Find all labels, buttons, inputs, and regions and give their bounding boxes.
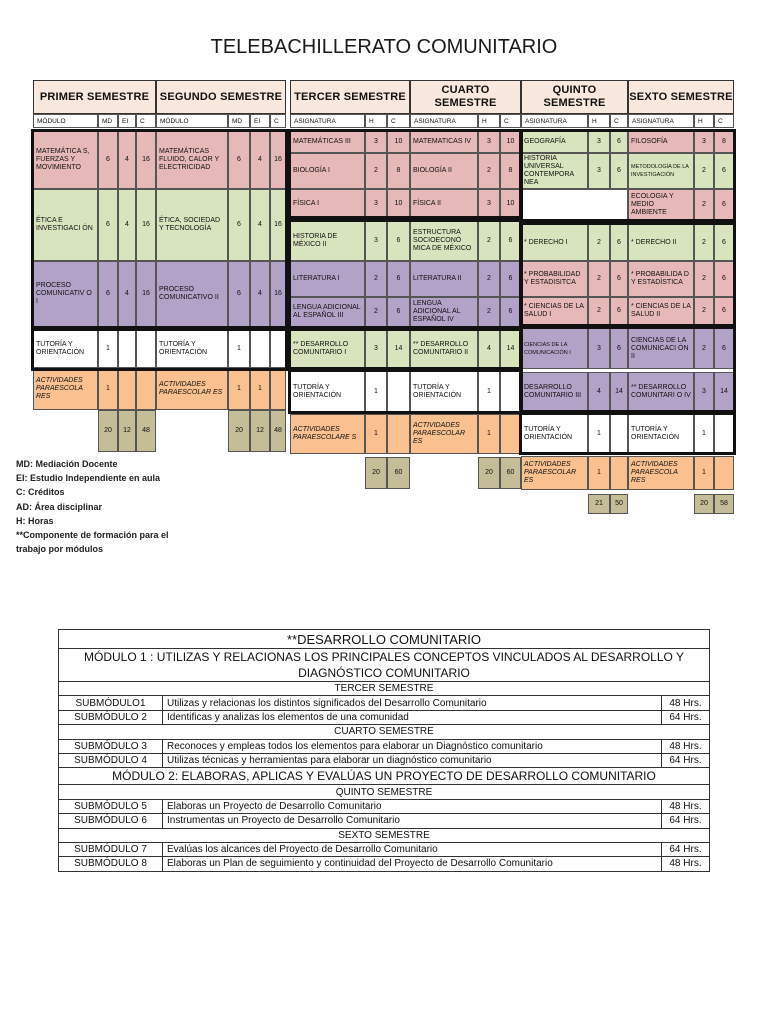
credits-cell: 14 — [387, 330, 410, 368]
credits-cell: 8 — [387, 153, 410, 189]
md-cell: 1 — [228, 368, 250, 410]
total-cell: 12 — [250, 410, 270, 452]
ei-cell — [250, 330, 270, 368]
subject-cell: ESTRUCTURA SOCIOECONÓ MICA DE MÉXICO — [410, 221, 478, 261]
subject-cell: ECOLOGIA Y MEDIO AMBIENTE — [628, 189, 694, 221]
hours-cell: 3 — [588, 153, 610, 189]
hours-cell: 3 — [365, 330, 387, 368]
subject-cell: ACTIVIDADES PARAESCOLAR ES — [156, 368, 228, 410]
submodule-description: Identificas y analizas los elementos de una comunidad — [163, 710, 662, 724]
credits-cell — [387, 414, 410, 454]
modules-table — [58, 629, 710, 872]
hours-cell: 2 — [478, 297, 500, 327]
subheader-h: H — [478, 114, 500, 128]
subject-cell: ACTIVIDADES PARAESCOLAR ES — [410, 414, 478, 454]
credits-cell: 6 — [610, 224, 628, 261]
credits-cell: 8 — [714, 131, 734, 153]
ei-cell — [118, 330, 136, 368]
total-cell: 60 — [387, 457, 410, 489]
total-cell: 20 — [694, 494, 714, 514]
subject-cell: DESARROLLO COMUNITARIO III — [521, 372, 588, 411]
module-1-title: MÓDULO 1 : UTILIZAS Y RELACIONAS LOS PRINCIPALES CONCEPTOS VINCULADOS AL DESARROLLO Y DIAGNÓSTICO COMUNITARIO — [59, 649, 710, 682]
legend-item: C: Créditos — [16, 487, 65, 498]
submodule-description: Elaboras un Proyecto de Desarrollo Comunitario — [163, 799, 662, 813]
credits-cell — [714, 456, 734, 490]
credits-cell — [714, 414, 734, 453]
hours-cell: 2 — [478, 261, 500, 297]
md-cell: 6 — [228, 261, 250, 327]
credits-cell: 14 — [500, 330, 521, 368]
md-cell: 1 — [98, 330, 118, 368]
subheader-c: C — [714, 114, 734, 128]
subject-cell: HISTORIA UNIVERSAL CONTEMPORA NEA — [521, 153, 588, 189]
subheader-c: C — [270, 114, 286, 128]
submodule-id: SUBMÓDULO 6 — [59, 814, 163, 828]
page-title: TELEBACHILLERATO COMUNITARIO — [210, 36, 558, 58]
submodule-hours: 48 Hrs. — [662, 696, 710, 710]
subject-cell: MATEMÁTICAS FLUIDO, CALOR Y ELECTRICIDAD — [156, 131, 228, 189]
hours-cell: 1 — [694, 414, 714, 453]
subject-cell: GEOGRAFÍA — [521, 131, 588, 153]
legend-item: EI: Estudio Independiente en aula — [16, 473, 161, 484]
subject-cell: ÉTICA, SOCIEDAD Y TECNOLOGÍA — [156, 189, 228, 261]
subject-cell: TUTORÍA Y ORIENTACIÓN — [156, 330, 228, 368]
table-row — [59, 857, 710, 871]
credits-cell: 6 — [610, 328, 628, 369]
hours-cell: 2 — [478, 221, 500, 261]
hours-cell: 2 — [694, 261, 714, 297]
credits-cell — [610, 414, 628, 453]
subject-cell: BIOLOGÍA II — [410, 153, 478, 189]
submodule-id: SUBMÓDULO 4 — [59, 753, 163, 767]
credits-cell: 6 — [610, 153, 628, 189]
total-cell: 50 — [610, 494, 628, 514]
submodule-hours: 64 Hrs. — [662, 814, 710, 828]
ei-cell: 4 — [118, 189, 136, 261]
subheader-h: H — [588, 114, 610, 128]
submodule-description: Elaboras un Plan de seguimiento y continuidad del Proyecto de Desarrollo Comunitario — [163, 857, 662, 871]
submodule-description: Utilizas técnicas y herramientas para elaborar un diagnóstico comunitario — [163, 753, 662, 767]
table-row — [59, 799, 710, 813]
subheader-ei: EI — [250, 114, 270, 128]
hours-cell: 3 — [478, 131, 500, 153]
hours-cell: 1 — [588, 414, 610, 453]
subheader-modulo: MÓDULO — [33, 114, 98, 128]
submodule-description: Reconoces y empleas todos los elementos para elaborar un Diagnóstico comunitario — [163, 739, 662, 753]
subject-cell: TUTORÍA Y ORIENTACIÓN — [410, 371, 478, 412]
module-2-title: MÓDULO 2: ELABORAS, APLICAS Y EVALÚAS UN PROYECTO DE DESARROLLO COMUNITARIO — [59, 768, 710, 785]
credits-cell: 6 — [500, 221, 521, 261]
credits-cell: 16 — [270, 261, 286, 327]
subject-cell: CIENCIAS DE LA COMUNICACIÓN I — [521, 328, 588, 369]
legend-item: AD: Área disciplinar — [16, 501, 103, 512]
subject-cell: * DERECHO I — [521, 224, 588, 261]
subject-cell: MATEMÁTICAS III — [290, 131, 365, 153]
credits-cell: 16 — [136, 131, 156, 189]
submodule-description: Utilizas y relacionas los distintos significados del Desarrollo Comunitario — [163, 696, 662, 710]
subject-cell: * PROBABILIDAD Y ESTADISITCA — [521, 261, 588, 297]
semester-label: CUARTO SEMESTRE — [59, 725, 710, 739]
total-cell: 21 — [588, 494, 610, 514]
table-row — [59, 842, 710, 856]
md-cell: 1 — [98, 368, 118, 410]
credits-cell — [500, 371, 521, 412]
subject-cell: * DERECHO II — [628, 224, 694, 261]
subject-cell: PROCESO COMUNICATIV O I — [33, 261, 98, 327]
md-cell: 6 — [228, 189, 250, 261]
subject-cell: CIENCIAS DE LA COMUNICACI ÓN II — [628, 328, 694, 369]
table-row — [59, 753, 710, 767]
credits-cell: 16 — [270, 131, 286, 189]
subheader-c: C — [387, 114, 410, 128]
hours-cell: 2 — [694, 328, 714, 369]
subheader-md: MD — [228, 114, 250, 128]
hours-cell: 1 — [478, 371, 500, 412]
subject-cell: FILOSOFÍA — [628, 131, 694, 153]
subheader-md: MD — [98, 114, 118, 128]
total-cell: 20 — [478, 457, 500, 489]
total-cell: 20 — [98, 410, 118, 452]
credits-cell — [270, 368, 286, 410]
ei-cell: 1 — [250, 368, 270, 410]
hours-cell: 3 — [365, 189, 387, 218]
hours-cell: 2 — [365, 261, 387, 297]
empty-cell — [521, 189, 628, 221]
hours-cell: 2 — [365, 297, 387, 327]
subject-cell: PROCESO COMUNICATIVO II — [156, 261, 228, 327]
credits-cell — [136, 330, 156, 368]
subject-cell: ** DESARROLLO COMUNITARIO II — [410, 330, 478, 368]
subheader-asignatura: ASIGNATURA — [410, 114, 478, 128]
subject-cell: TUTORÍA Y ORIENTACIÓN — [521, 414, 588, 453]
md-cell: 6 — [98, 189, 118, 261]
table-row — [59, 710, 710, 724]
credits-cell: 10 — [500, 131, 521, 153]
submodule-description: Instrumentas un Proyecto de Desarrollo Comunitario — [163, 814, 662, 828]
ei-cell: 4 — [250, 131, 270, 189]
subject-cell: ACTIVIDADES PARAESCOLA RES — [628, 456, 694, 490]
md-cell: 1 — [228, 330, 250, 368]
subheader-modulo: MÓDULO — [156, 114, 228, 128]
credits-cell: 16 — [136, 261, 156, 327]
total-cell: 60 — [500, 457, 521, 489]
legend-item: **Componente de formación para el — [16, 530, 169, 541]
credits-cell: 6 — [714, 328, 734, 369]
credits-cell: 8 — [500, 153, 521, 189]
subheader-c: C — [136, 114, 156, 128]
total-cell: 20 — [365, 457, 387, 489]
submodule-hours: 48 Hrs. — [662, 739, 710, 753]
credits-cell: 6 — [610, 261, 628, 297]
credits-cell: 6 — [714, 297, 734, 325]
credits-cell — [500, 414, 521, 454]
total-cell: 58 — [714, 494, 734, 514]
subheader-h: H — [694, 114, 714, 128]
subheader-ei: EI — [118, 114, 136, 128]
credits-cell: 6 — [714, 189, 734, 221]
credits-cell: 6 — [500, 261, 521, 297]
subject-cell: FÍSICA I — [290, 189, 365, 218]
subject-cell: LITERATURA II — [410, 261, 478, 297]
legend-item: H: Horas — [16, 515, 54, 526]
md-cell: 6 — [98, 261, 118, 327]
credits-cell — [270, 330, 286, 368]
modules-title: **DESARROLLO COMUNITARIO — [59, 630, 710, 649]
hours-cell: 2 — [694, 189, 714, 221]
subject-cell: * PROBABILIDA D Y ESTADÍSTICA — [628, 261, 694, 297]
hours-cell: 1 — [478, 414, 500, 454]
header-primer-semestre: PRIMER SEMESTRE — [33, 80, 156, 114]
hours-cell: 2 — [588, 297, 610, 325]
total-cell: 48 — [270, 410, 286, 452]
submodule-description: Evalúas los alcances del Proyecto de Desarrollo Comunitario — [163, 842, 662, 856]
submodule-hours: 48 Hrs. — [662, 799, 710, 813]
ei-cell: 4 — [118, 261, 136, 327]
table-row — [59, 696, 710, 710]
credits-cell: 6 — [387, 297, 410, 327]
semester-label: SEXTO SEMESTRE — [59, 828, 710, 842]
submodule-hours: 64 Hrs. — [662, 842, 710, 856]
subject-cell: TUTORÍA Y ORIENTACIÓN — [33, 330, 98, 368]
hours-cell: 1 — [365, 414, 387, 454]
subject-cell: TUTORÍA Y ORIENTACIÓN — [290, 371, 365, 412]
hours-cell: 3 — [478, 189, 500, 218]
hours-cell: 2 — [694, 224, 714, 261]
credits-cell: 10 — [387, 189, 410, 218]
legend — [16, 457, 169, 556]
header-segundo-semestre: SEGUNDO SEMESTRE — [156, 80, 286, 114]
header-quinto-semestre: QUINTO SEMESTRE — [521, 80, 628, 114]
hours-cell: 4 — [588, 372, 610, 411]
credits-cell: 6 — [387, 221, 410, 261]
legend-item: MD: Mediación Docente — [16, 459, 118, 469]
subject-cell: MATEMÁTICA S, FUERZAS Y MOVIMIENTO — [33, 131, 98, 189]
credits-cell: 10 — [387, 131, 410, 153]
header-sexto-semestre: SEXTO SEMESTRE — [628, 80, 734, 114]
submodule-hours: 48 Hrs. — [662, 857, 710, 871]
table-row — [59, 739, 710, 753]
hours-cell: 1 — [365, 371, 387, 412]
credits-cell: 10 — [500, 189, 521, 218]
hours-cell: 1 — [694, 456, 714, 490]
subject-cell: HISTORIA DE MÉXICO II — [290, 221, 365, 261]
semester-label: QUINTO SEMESTRE — [59, 785, 710, 799]
submodule-hours: 64 Hrs. — [662, 710, 710, 724]
submodule-id: SUBMÓDULO 3 — [59, 739, 163, 753]
credits-cell: 6 — [610, 131, 628, 153]
total-cell: 12 — [118, 410, 136, 452]
subject-cell: ACTIVIDADES PARAESCOLARE S — [290, 414, 365, 454]
hours-cell: 2 — [588, 261, 610, 297]
submodule-id: SUBMÓDULO 7 — [59, 842, 163, 856]
credits-cell: 6 — [714, 224, 734, 261]
submodule-id: SUBMÓDULO 5 — [59, 799, 163, 813]
hours-cell: 2 — [694, 297, 714, 325]
subject-cell: ACTIVIDADES PARAESCOLA RES — [33, 368, 98, 410]
header-tercer-semestre: TERCER SEMESTRE — [290, 80, 410, 114]
submodule-hours: 64 Hrs. — [662, 753, 710, 767]
credits-cell: 6 — [714, 261, 734, 297]
credits-cell — [610, 456, 628, 490]
hours-cell: 2 — [588, 224, 610, 261]
table-row — [59, 814, 710, 828]
credits-cell — [136, 368, 156, 410]
subject-cell: TUTORÍA Y ORIENTACIÓN — [628, 414, 694, 453]
submodule-id: SUBMÓDULO 8 — [59, 857, 163, 871]
subject-cell: * CIENCIAS DE LA SALUD II — [628, 297, 694, 325]
subject-cell: * CIENCIAS DE LA SALUD I — [521, 297, 588, 325]
subheader-asignatura: ASIGNATURA — [628, 114, 694, 128]
credits-cell: 6 — [387, 261, 410, 297]
credits-cell: 6 — [610, 297, 628, 325]
hours-cell: 2 — [694, 153, 714, 189]
hours-cell: 3 — [588, 131, 610, 153]
credits-cell: 6 — [500, 297, 521, 327]
total-cell: 48 — [136, 410, 156, 452]
credits-cell: 16 — [136, 189, 156, 261]
credits-cell: 14 — [610, 372, 628, 411]
ei-cell: 4 — [118, 131, 136, 189]
subject-cell: BIOLOGÍA I — [290, 153, 365, 189]
ei-cell: 4 — [250, 189, 270, 261]
hours-cell: 2 — [365, 153, 387, 189]
hours-cell: 4 — [478, 330, 500, 368]
total-cell: 20 — [228, 410, 250, 452]
legend-item: trabajo por módulos — [16, 544, 104, 555]
submodule-id: SUBMÓDULO 2 — [59, 710, 163, 724]
subheader-asignatura: ASIGNATURA — [290, 114, 365, 128]
hours-cell: 2 — [478, 153, 500, 189]
subject-cell: ** DESARROLLO COMUNITARI O IV — [628, 372, 694, 411]
subheader-asignatura: ASIGNATURA — [521, 114, 588, 128]
subject-cell: ** DESARROLLO COMUNITARIO I — [290, 330, 365, 368]
credits-cell: 6 — [714, 153, 734, 189]
subheader-c: C — [500, 114, 521, 128]
hours-cell: 3 — [694, 372, 714, 411]
subject-cell: MATEMATICAS IV — [410, 131, 478, 153]
subject-cell: LENGUA ADICIONAL AL ESPAÑOL IV — [410, 297, 478, 327]
submodule-id: SUBMÓDULO1 — [59, 696, 163, 710]
ei-cell: 4 — [250, 261, 270, 327]
md-cell: 6 — [98, 131, 118, 189]
semester-label: TERCER SEMESTRE — [59, 682, 710, 696]
hours-cell: 3 — [365, 131, 387, 153]
hours-cell: 3 — [694, 131, 714, 153]
subject-cell: ÉTICA E INVESTIGACI ÓN — [33, 189, 98, 261]
credits-cell: 16 — [270, 189, 286, 261]
credits-cell: 14 — [714, 372, 734, 411]
header-cuarto-semestre: CUARTO SEMESTRE — [410, 80, 521, 114]
subject-cell: LITERATURA I — [290, 261, 365, 297]
subheader-c: C — [610, 114, 628, 128]
subject-cell: ACTIVIDADES PARAESCOLAR ES — [521, 456, 588, 490]
subject-cell: FÍSICA II — [410, 189, 478, 218]
md-cell: 6 — [228, 131, 250, 189]
hours-cell: 3 — [588, 328, 610, 369]
hours-cell: 3 — [365, 221, 387, 261]
ei-cell — [118, 368, 136, 410]
subheader-h: H — [365, 114, 387, 128]
subject-cell: LENGUA ADICIONAL AL ESPAÑOL III — [290, 297, 365, 327]
subject-cell: METODOLOGÍA DE LA INVESTIGACIÓN — [628, 153, 694, 189]
credits-cell — [387, 371, 410, 412]
hours-cell: 1 — [588, 456, 610, 490]
